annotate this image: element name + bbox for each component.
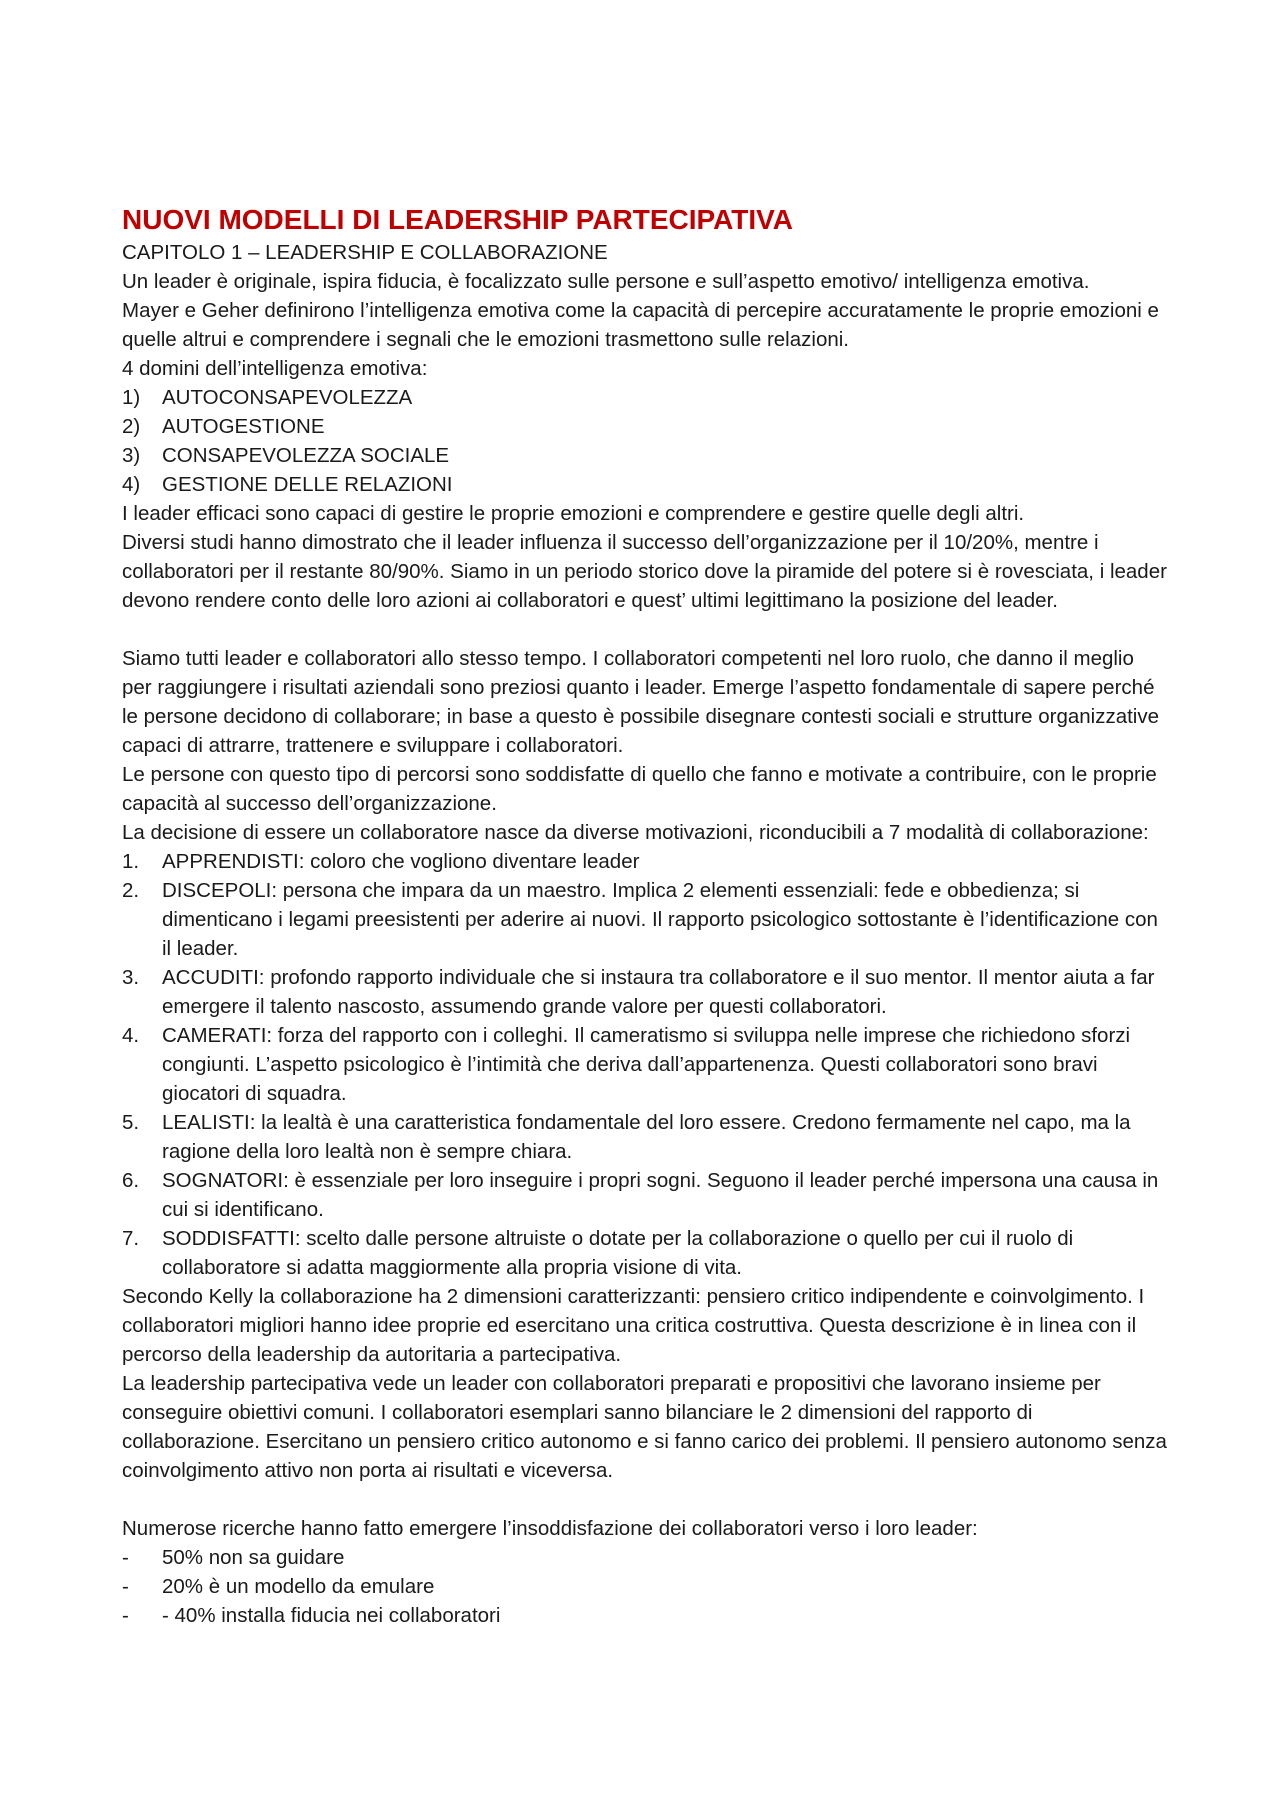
list-item-text: - 40% installa fiducia nei collaboratori (162, 1604, 501, 1627)
list-item (122, 847, 1168, 876)
list-item-text: AUTOGESTIONE (162, 415, 325, 438)
document-page (122, 202, 1168, 1630)
paragraph: Diversi studi hanno dimostrato che il leader influenza il successo dell’organizzazione per il 10/20%, mentre i collaboratori per il restante 80/90%. Siamo in un periodo storico dove la piramide del potere si è rovesciata, i leader devono rendere conto delle loro azioni ai collaboratori e quest’ ultimi legittimano la posizione del leader. (122, 531, 1167, 612)
paragraph: Mayer e Geher definirono l’intelligenza emotiva come la capacità di percepire accuratamente le proprie emozioni e quelle altrui e comprendere i segnali che le emozioni trasmettono sulle relazioni. (122, 299, 1159, 351)
list-item (122, 412, 1168, 441)
paragraph: Siamo tutti leader e collaboratori allo stesso tempo. I collaboratori competenti nel loro ruolo, che danno il meglio per raggiungere i risultati aziendali sono preziosi quanto i leader. Emerge l’aspetto fondamentale di sapere perché le persone decidono di collaborare; in base a questo è possibile disegnare contesti sociali e strutture organizzative capaci di attrarre, trattenere e sviluppare i collaboratori. (122, 647, 1160, 757)
paragraph: Le persone con questo tipo di percorsi sono soddisfatte di quello che fanno e motivate a contribuire, con le proprie capacità al successo dell’organizzazione. (122, 763, 1157, 815)
list-item (122, 1108, 1168, 1166)
list-item-text: ACCUDITI: profondo rapporto individuale che si instaura tra collaboratore e il suo mentor. Il mentor aiuta a far emergere il talento nascosto, assumendo grande valore per questi collaboratori. (162, 966, 1155, 1018)
list-item (122, 1021, 1168, 1108)
list-item-text: LEALISTI: la lealtà è una caratteristica fondamentale del loro essere. Credono fermamente nel capo, ma la ragione della loro lealtà non è sempre chiara. (162, 1111, 1131, 1163)
paragraph: La leadership partecipativa vede un leader con collaboratori preparati e propositivi che lavorano insieme per conseguire obiettivi comuni. I collaboratori esemplari sanno bilanciare le 2 dimensioni del rapporto di collaborazione. Esercitano un pensiero critico autonomo e si fanno carico dei problemi. Il pensiero autonomo senza coinvolgimento attivo non porta ai risultati e viceversa. (122, 1372, 1167, 1482)
list-marker: 3. (122, 966, 140, 989)
list-marker: 2) (122, 415, 141, 438)
list-marker: 4) (122, 473, 141, 496)
list-item-text: 50% non sa guidare (162, 1546, 345, 1569)
list-marker: 1. (122, 850, 140, 873)
list-item (122, 876, 1168, 963)
list-marker: - (122, 1604, 129, 1627)
list-marker: - (122, 1575, 129, 1598)
list-item-text: GESTIONE DELLE RELAZIONI (162, 473, 453, 496)
findings-list (122, 1543, 1168, 1630)
list-item (122, 1601, 1168, 1630)
paragraph: 4 domini dell’intelligenza emotiva: (122, 357, 428, 380)
document-title: NUOVI MODELLI DI LEADERSHIP PARTECIPATIVA (122, 204, 794, 235)
list-item (122, 1572, 1168, 1601)
domains-list (122, 383, 1168, 499)
list-item (122, 1166, 1168, 1224)
chapter-heading: CAPITOLO 1 – LEADERSHIP E COLLABORAZIONE (122, 241, 608, 264)
list-item (122, 1543, 1168, 1572)
collaboration-modes-list (122, 847, 1168, 1282)
list-item-text: SODDISFATTI: scelto dalle persone altruiste o dotate per la collaborazione o quello per cui il ruolo di collaboratore si adatta maggiormente alla propria visione di vita. (162, 1227, 1074, 1279)
list-item-text: 20% è un modello da emulare (162, 1575, 435, 1598)
list-marker: 6. (122, 1169, 140, 1192)
list-item-text: CAMERATI: forza del rapporto con i colleghi. Il cameratismo si sviluppa nelle imprese che richiedono sforzi congiunti. L’aspetto psicologico è l’intimità che deriva dall’appartenenza. Questi collaboratori sono bravi giocatori di squadra. (162, 1024, 1131, 1105)
paragraph: Un leader è originale, ispira fiducia, è focalizzato sulle persone e sull’aspetto emotivo/ intelligenza emotiva. (122, 270, 1090, 293)
paragraph: I leader efficaci sono capaci di gestire le proprie emozioni e comprendere e gestire quelle degli altri. (122, 502, 1025, 525)
paragraph: Secondo Kelly la collaborazione ha 2 dimensioni caratterizzanti: pensiero critico indipendente e coinvolgimento. I collaboratori migliori hanno idee proprie ed esercitano una critica costruttiva. Questa descrizione è in linea con il percorso della leadership da autoritaria a partecipativa. (122, 1285, 1145, 1366)
list-item (122, 470, 1168, 499)
list-marker: 3) (122, 444, 141, 467)
list-marker: 7. (122, 1227, 140, 1250)
list-marker: 2. (122, 879, 140, 902)
blank-line (122, 1485, 1168, 1514)
list-item-text: CONSAPEVOLEZZA SOCIALE (162, 444, 450, 467)
list-item (122, 1224, 1168, 1282)
list-marker: 5. (122, 1111, 140, 1134)
list-item-text: SOGNATORI: è essenziale per loro inseguire i propri sogni. Seguono il leader perché impersona una causa in cui si identificano. (162, 1169, 1159, 1221)
list-marker: - (122, 1546, 129, 1569)
list-marker: 4. (122, 1024, 140, 1047)
list-item (122, 963, 1168, 1021)
list-item (122, 383, 1168, 412)
paragraph: Numerose ricerche hanno fatto emergere l’insoddisfazione dei collaboratori verso i loro leader: (122, 1517, 978, 1540)
list-marker: 1) (122, 386, 141, 409)
list-item (122, 441, 1168, 470)
blank-line (122, 615, 1168, 644)
list-item-text: APPRENDISTI: coloro che vogliono diventare leader (162, 850, 640, 873)
paragraph: La decisione di essere un collaboratore nasce da diverse motivazioni, riconducibili a 7 modalità di collaborazione: (122, 821, 1149, 844)
list-item-text: AUTOCONSAPEVOLEZZA (162, 386, 413, 409)
list-item-text: DISCEPOLI: persona che impara da un maestro. Implica 2 elementi essenziali: fede e obbedienza; si dimenticano i legami preesistenti per aderire ai nuovi. Il rapporto psicologico sottostante è l’identificazione con il leader. (162, 879, 1158, 960)
